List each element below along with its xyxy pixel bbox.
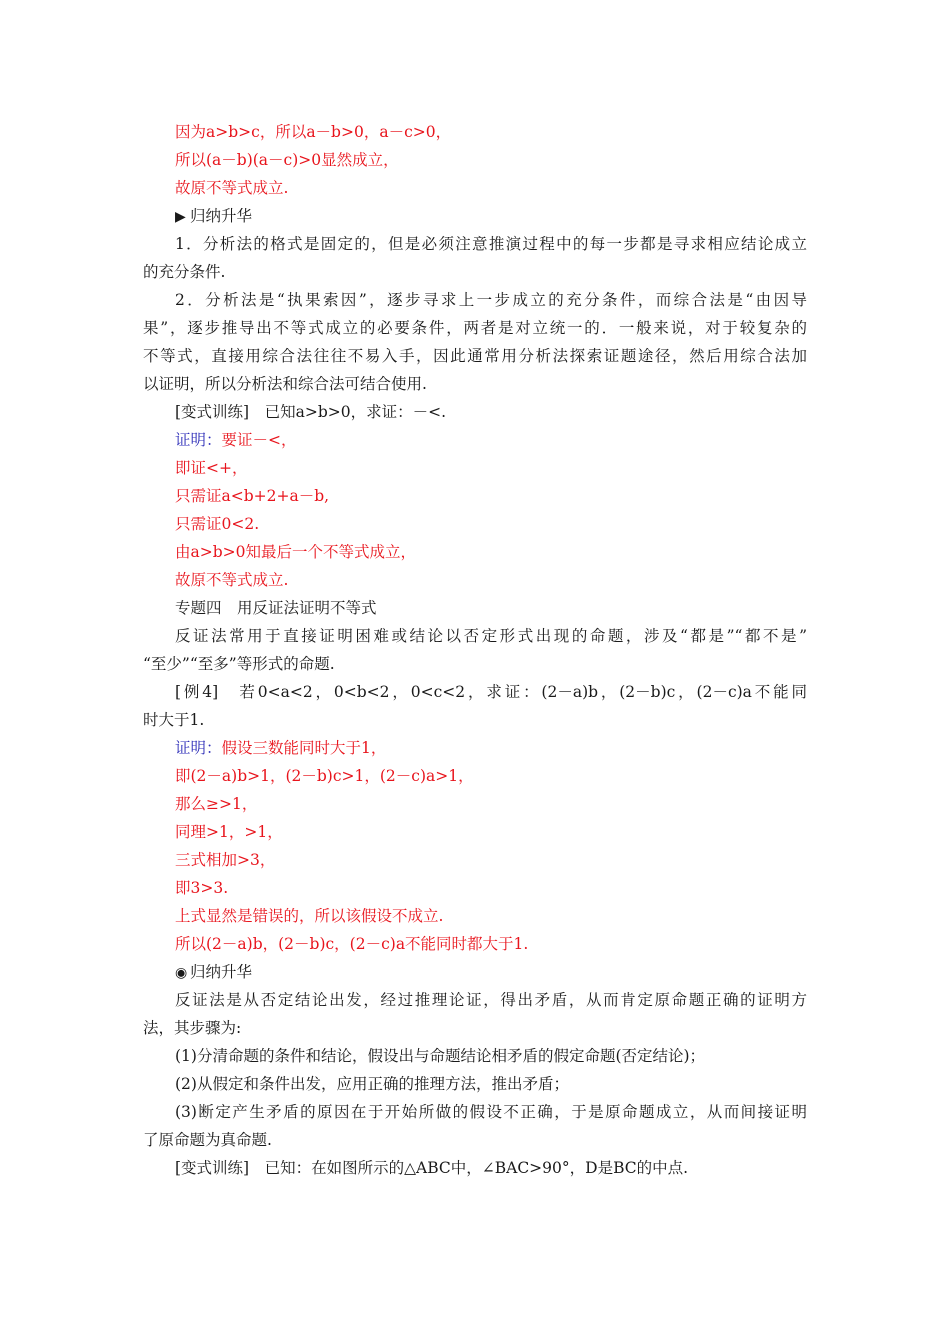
paragraph-line: 2．分析法是“执果索因”，逐步寻求上一步成立的充分条件，而综合法是“由因导 (175, 291, 807, 309)
summary-heading (143, 958, 807, 986)
exercise-prompt: [变式训练] 已知a>b>0，求证：－<. (175, 403, 447, 421)
paragraph-line: 了原命题为真命题. (143, 1131, 272, 1149)
summary-heading (143, 202, 807, 230)
circle-marker-icon: ◉ (175, 965, 188, 981)
proof-step: 只需证a<b+2+a－b, (175, 487, 330, 505)
proof-label: 证明： (175, 431, 222, 449)
summary-heading-text: 归纳升华 (190, 963, 253, 981)
paragraph-line: 反证法是从否定结论出发，经过推理论证，得出矛盾，从而肯定原命题正确的证明方 (175, 991, 807, 1009)
proof-step: 即证<+， (175, 459, 248, 477)
proof-step: 即(2－a)b>1，(2－b)c>1，(2－c)a>1， (175, 767, 474, 785)
proof-step: 要证－<， (221, 431, 297, 449)
paragraph-line: 果”，逐步推导出不等式成立的必要条件，两者是对立统一的．一般来说，对于较复杂的 (143, 319, 807, 337)
paragraph-line: (3)断定产生矛盾的原因在于开始所做的假设不正确，于是原命题成立，从而间接证明 (175, 1103, 807, 1121)
topic-title: 专题四 用反证法证明不等式 (175, 599, 377, 617)
example-prompt: 时大于1. (143, 711, 205, 729)
paragraph-line: (2)从假定和条件出发，应用正确的推理方法，推出矛盾； (175, 1075, 569, 1093)
paragraph-line: 1．分析法的格式是固定的，但是必须注意推演过程中的每一步都是寻求相应结论成立 (175, 235, 807, 253)
proof-step: 只需证0<2. (175, 515, 260, 533)
triangle-marker-icon: ▶ (175, 209, 186, 225)
document-page (143, 118, 807, 1182)
proof-step: 上式显然是错误的，所以该假设不成立. (175, 907, 444, 925)
proof-step: 三式相加>3， (175, 851, 276, 869)
example-prompt: [例4] 若0<a<2，0<b<2，0<c<2，求证：(2－a)b，(2－b)c，(2－c)a不能同 (175, 683, 807, 701)
paragraph-line: 以证明，所以分析法和综合法可结合使用. (143, 375, 427, 393)
summary-heading-text: 归纳升华 (190, 207, 253, 225)
paragraph-line: “至少”“至多”等形式的命题. (143, 655, 335, 673)
proof-line (143, 426, 807, 454)
paragraph-line: (1)分清命题的条件和结论，假设出与命题结论相矛盾的假定命题(否定结论)； (175, 1047, 706, 1065)
paragraph-line: 反证法常用于直接证明困难或结论以否定形式出现的命题，涉及“都是”“都不是” (175, 627, 807, 645)
proof-step: 即3>3. (175, 879, 229, 897)
proof-step: 假设三数能同时大于1， (221, 739, 387, 757)
proof-step: 同理>1，>1， (175, 823, 283, 841)
proof-step: 由a>b>0知最后一个不等式成立， (175, 543, 417, 561)
proof-label: 证明： (175, 739, 222, 757)
exercise-prompt: [变式训练] 已知：在如图所示的△ABC中，∠BAC>90°，D是BC的中点. (175, 1159, 689, 1177)
paragraph-line: 法，其步骤为: (143, 1019, 242, 1037)
proof-line (143, 734, 807, 762)
proof-line: 故原不等式成立. (175, 179, 289, 197)
proof-step: 所以(2－a)b，(2－b)c，(2－c)a不能同时都大于1. (175, 935, 529, 953)
proof-line: 所以(a－b)(a－c)>0显然成立， (175, 151, 399, 169)
proof-step: 那么≥>1， (175, 795, 258, 813)
proof-line: 因为a>b>c，所以a－b>0，a－c>0， (175, 123, 452, 141)
paragraph-line: 的充分条件. (143, 263, 226, 281)
proof-step: 故原不等式成立. (175, 571, 289, 589)
paragraph-line: 不等式，直接用综合法往往不易入手，因此通常用分析法探索证题途径，然后用综合法加 (143, 347, 807, 365)
